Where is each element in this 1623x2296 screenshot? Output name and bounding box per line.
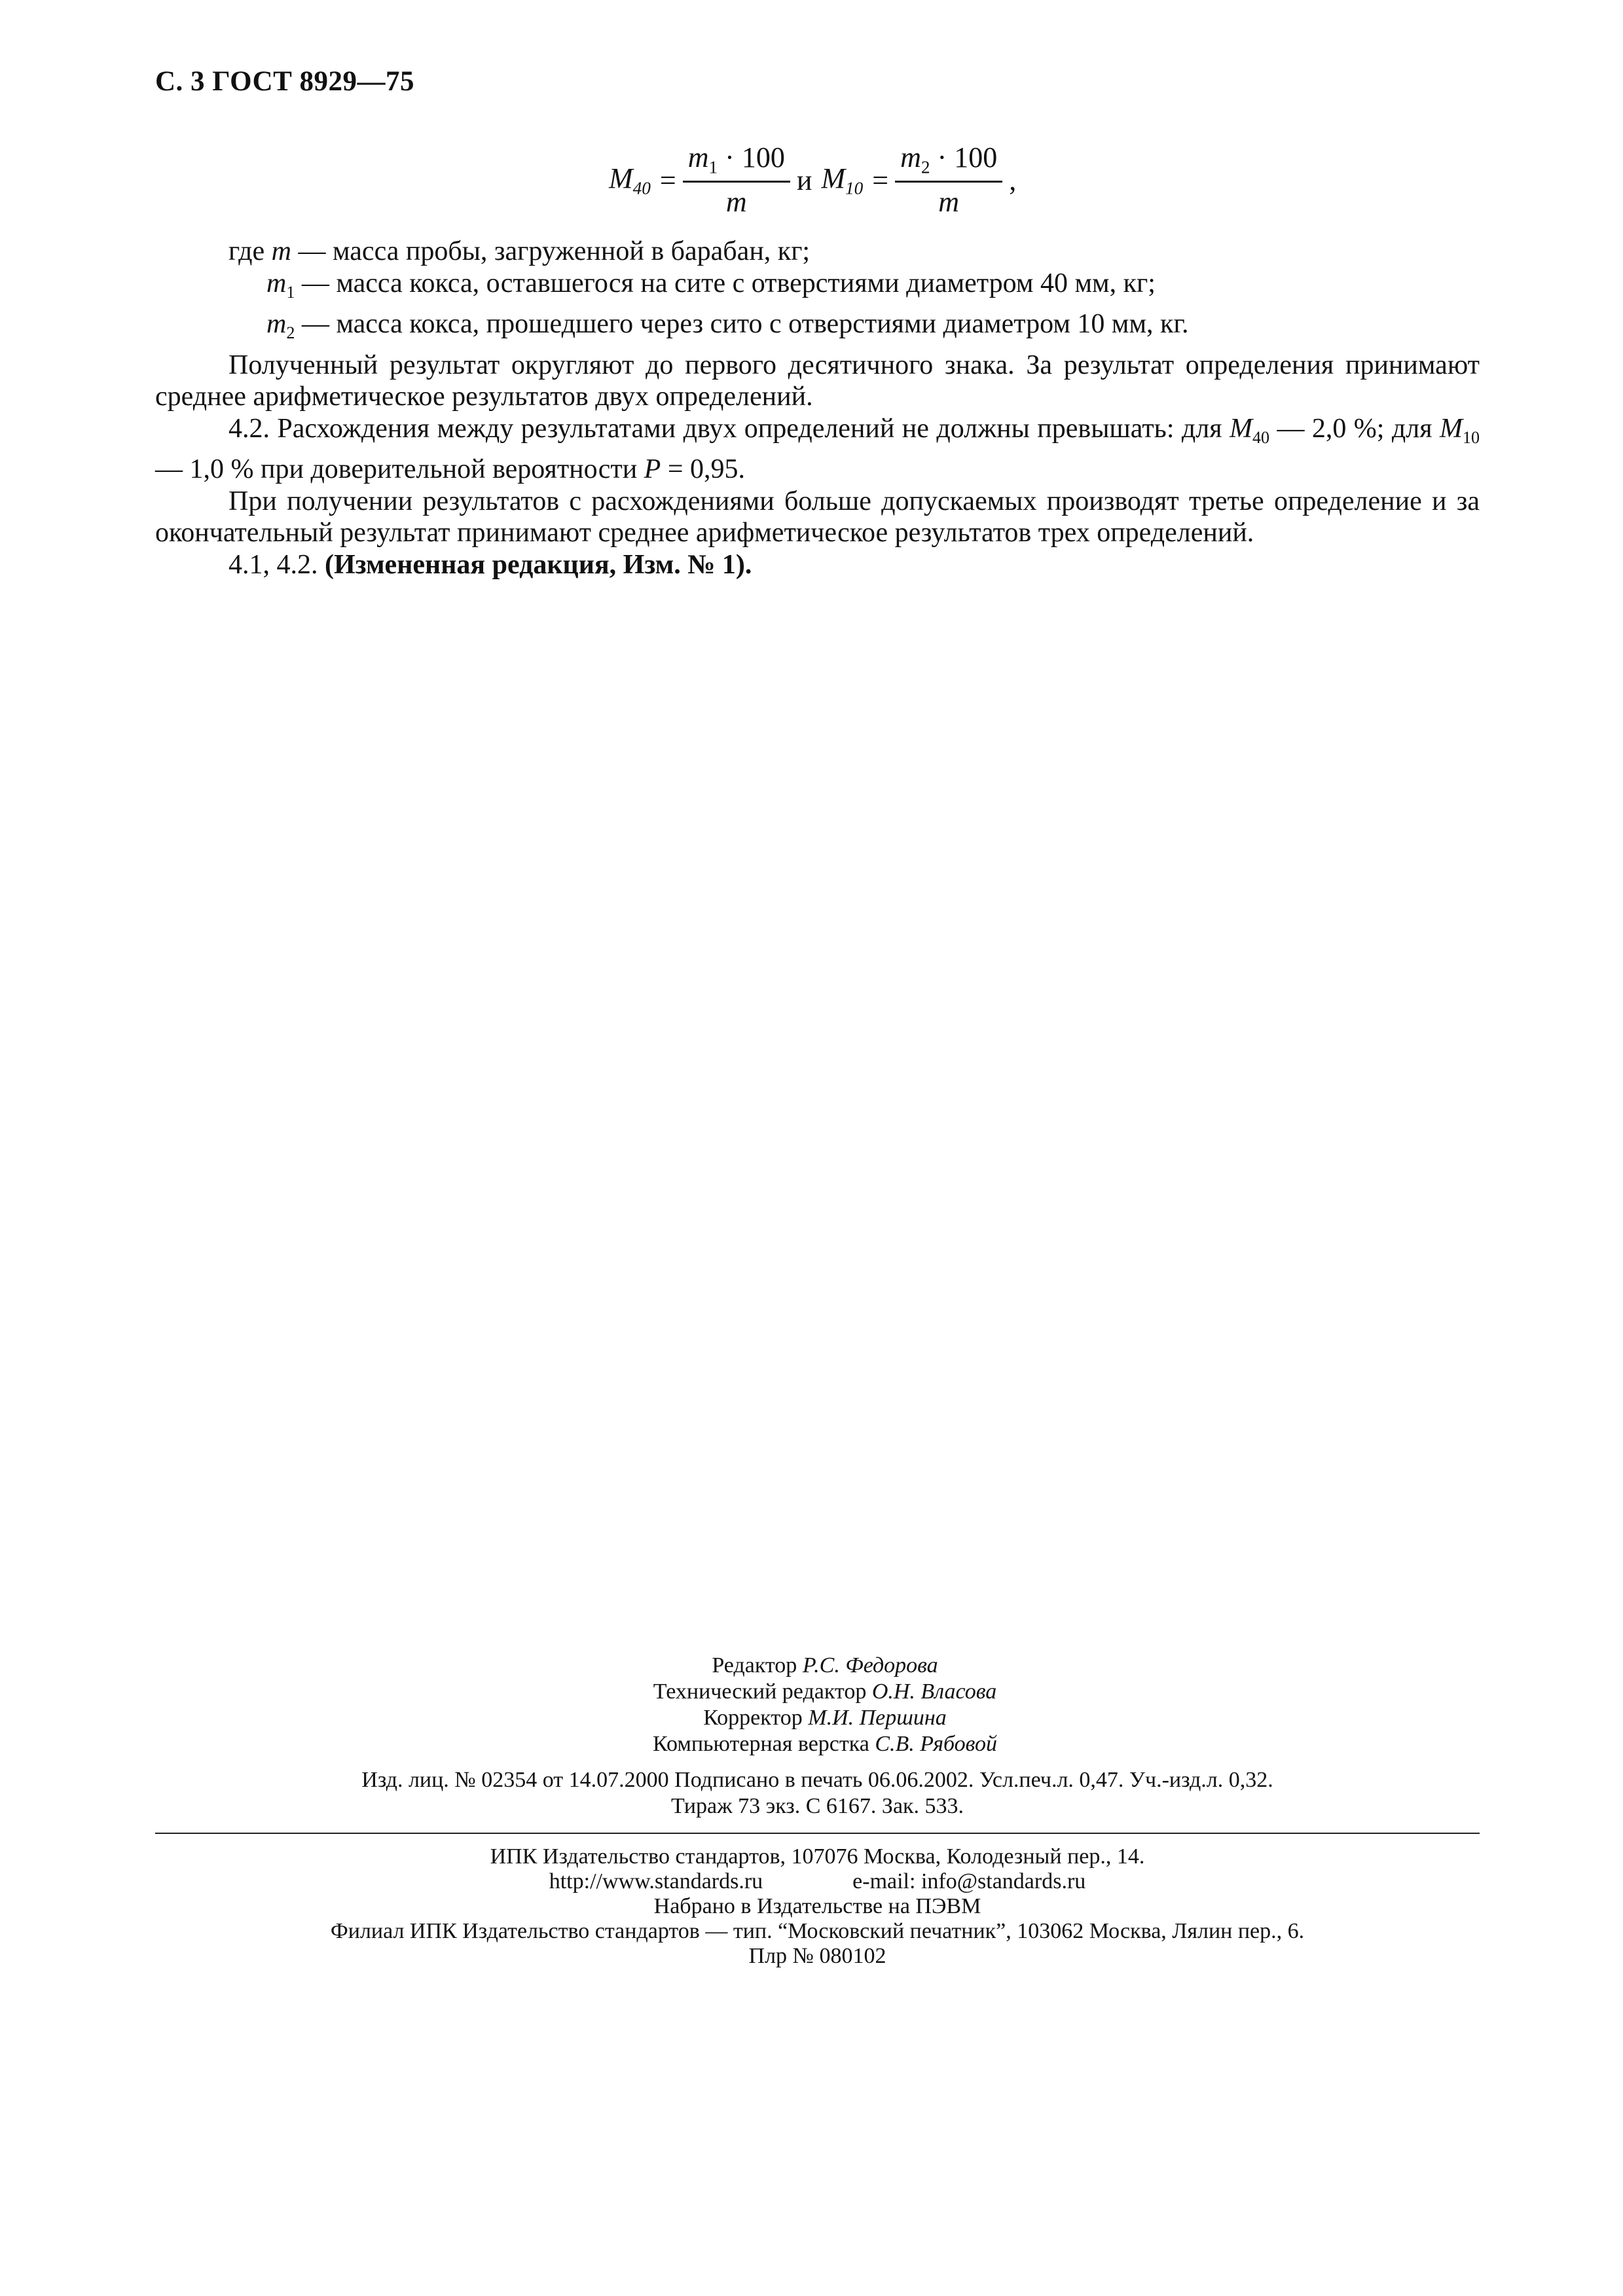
paragraph-rounding: Полученный результат округляют до первого десятичного знака. За результат определения принимают среднее арифметическое результатов двух определений. — [155, 350, 1480, 412]
publisher-contacts — [155, 1869, 1480, 1894]
imprint-line-2: Тираж 73 экз. С 6167. Зак. 533. — [670, 1794, 964, 1818]
formula-and: и — [796, 164, 812, 196]
credits — [629, 1653, 1021, 1757]
publisher-info — [155, 1844, 1480, 1969]
formula-comma: , — [1009, 164, 1017, 196]
imprint-line-1: Изд. лиц. № 02354 от 14.07.2000 Подписано в печать 06.06.2002. Усл.печ.л. 0,47. Уч.-изд.л. 0,32. — [361, 1768, 1273, 1792]
imprint — [155, 1767, 1480, 1820]
paragraph-third-determination: При получении результатов с расхождениями больше допускаемых производят третье определение и за окончательный результат принимают среднее арифметическое результатов трех определений. — [155, 486, 1480, 548]
body-text — [155, 236, 1480, 581]
publisher-email-link[interactable]: e-mail: info@standards.ru — [852, 1869, 1086, 1893]
formula-m10: $M_{10}$ — [821, 162, 864, 198]
definitions — [155, 236, 1480, 350]
fraction-m40: $\frac{m_1 \cdot 100}{m}$ — [683, 142, 790, 219]
formula-m40: $M_{40}$ — [609, 162, 651, 198]
formula-equals: = — [659, 164, 676, 196]
publisher-license: Плр № 080102 — [748, 1944, 886, 1968]
credit-proofreader: Корректор М.И. Першина — [703, 1706, 947, 1730]
page-header: С. 3 ГОСТ 8929—75 — [155, 66, 415, 97]
definition-m2: $m_2$ — масса кокса, прошедшего через сито с отверстиями диаметром 10 мм, кг. — [266, 309, 1189, 343]
credit-editor: Редактор Р.С. Федорова — [712, 1653, 938, 1677]
paragraph-4-2: 4.2. Расхождения между результатами двух определений не должны превышать: для $M_{40}$ — 2,0 %; для $M_{10}$ — 1,0 % при доверительной вероятности P = 0,95. — [155, 413, 1480, 485]
publisher-typeset: Набрано в Издательстве на ПЭВМ — [653, 1894, 981, 1918]
definition-m: где m — масса пробы, загруженной в барабан, кг; — [228, 236, 811, 266]
fraction-m10: $\frac{m_2 \cdot 100}{m}$ — [895, 142, 1002, 219]
publisher-address: ИПК Издательство стандартов, 107076 Москва, Колодезный пер., 14. — [490, 1844, 1145, 1869]
publisher-branch: Филиал ИПК Издательство стандартов — тип. “Московский печатник”, 103062 Москва, Лялин пер., 6. — [330, 1919, 1305, 1943]
paragraph-amendment: 4.1, 4.2. (Измененная редакция, Изм. № 1). — [228, 549, 752, 580]
divider — [155, 1833, 1480, 1834]
definition-m1: $m_1$ — масса кокса, оставшегося на сите с отверстиями диаметром 40 мм, кг; — [266, 268, 1156, 302]
publisher-url-link[interactable]: http://www.standards.ru — [549, 1869, 763, 1893]
credit-layout: Компьютерная верстка С.В. Рябовой — [652, 1732, 997, 1756]
formula: $M_{40}$ = $\frac{m_1 \cdot 100}{m}$ и $M_{10}$ = $\frac{m_2 \cdot 100}{m}$ , — [609, 141, 1017, 219]
credit-tech-editor: Технический редактор О.Н. Власова — [653, 1679, 997, 1704]
